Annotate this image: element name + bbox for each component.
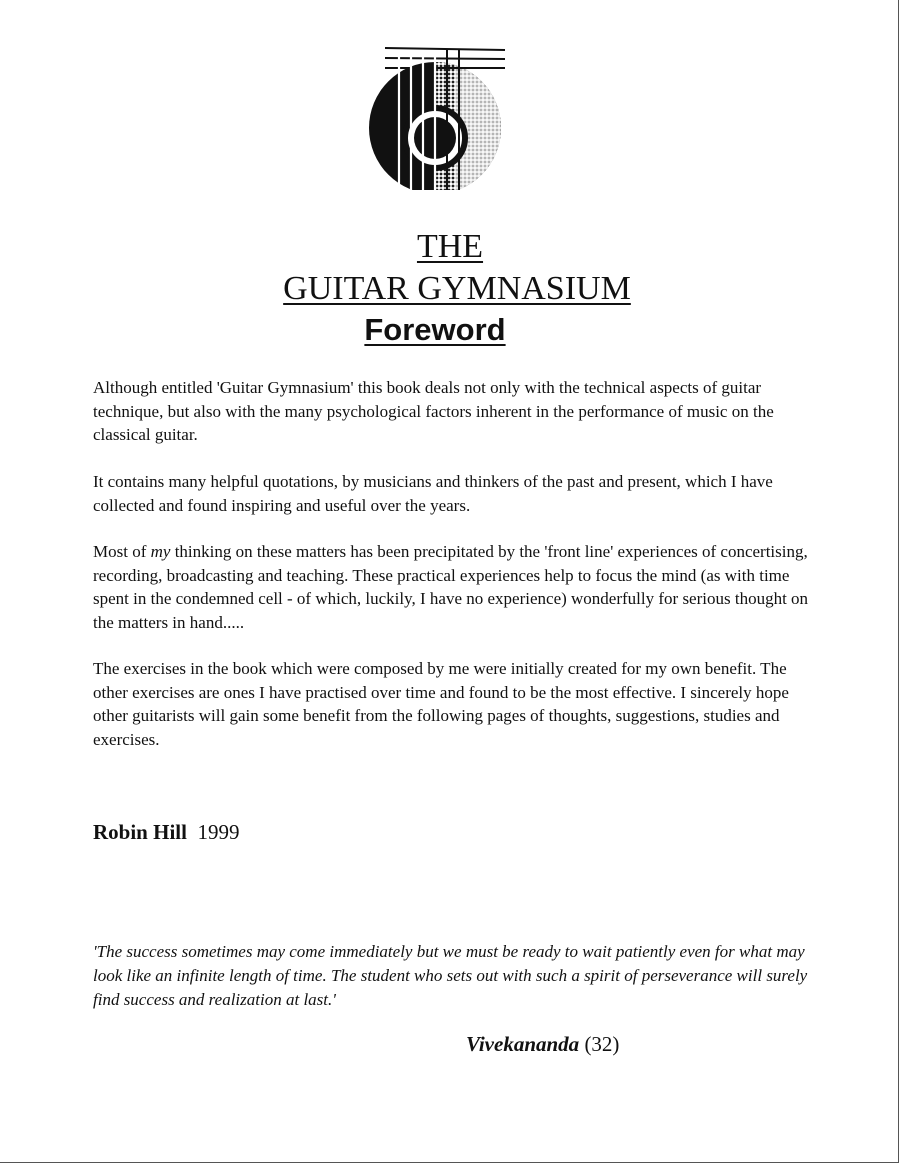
author-year: 1999 <box>197 820 240 844</box>
paragraph-2: It contains many helpful quotations, by musicians and thinkers of the past and present, which I have collected and found inspiring and useful over the years. <box>93 472 773 515</box>
paragraph-3-emphasis: my <box>150 542 171 561</box>
paragraph-3-rest: thinking on these matters has been precipitated by the 'front line' experiences of concertising, recording, broadcasting and teaching. These practical experiences help to focus the mind (as with time spent in the condemned cell - of which, luckily, I have no experience) wonderfully for serious thought on the matters in hand..... <box>93 542 809 632</box>
paragraph-4: The exercises in the book which were composed by me were initially created for my own benefit. The other exercises are ones I have practised over time and found to be the most effective. I sincerely hope other guitarists will gain some benefit from the following pages of thoughts, suggestions, studies and exercises. <box>93 659 789 749</box>
title-line-2: GUITAR GYMNASIUM <box>283 270 631 307</box>
author-signature <box>93 820 239 845</box>
paragraph-3 <box>93 540 813 634</box>
quote-author: Vivekananda <box>466 1032 580 1056</box>
section-title: Foreword <box>364 312 506 347</box>
quote-attribution <box>466 1032 619 1057</box>
epigraph-quote: 'The success sometimes may come immediately but we must be ready to wait patiently even for what may look like an infinite length of time. The student who sets out with such a spirit of perseverance will surely find success and realization at last.' <box>93 942 808 1009</box>
author-name: Robin Hill <box>93 820 187 844</box>
paragraph-3-start: Most of <box>93 542 151 561</box>
paragraph-1: Although entitled 'Guitar Gymnasium' this book deals not only with the technical aspects of guitar technique, but also with the many psychological factors inherent in the performance of music on the classical guitar. <box>93 378 774 444</box>
guitar-soundhole-icon <box>355 40 515 190</box>
quote-reference: (32) <box>584 1032 620 1056</box>
title-line-1: THE <box>416 228 484 265</box>
